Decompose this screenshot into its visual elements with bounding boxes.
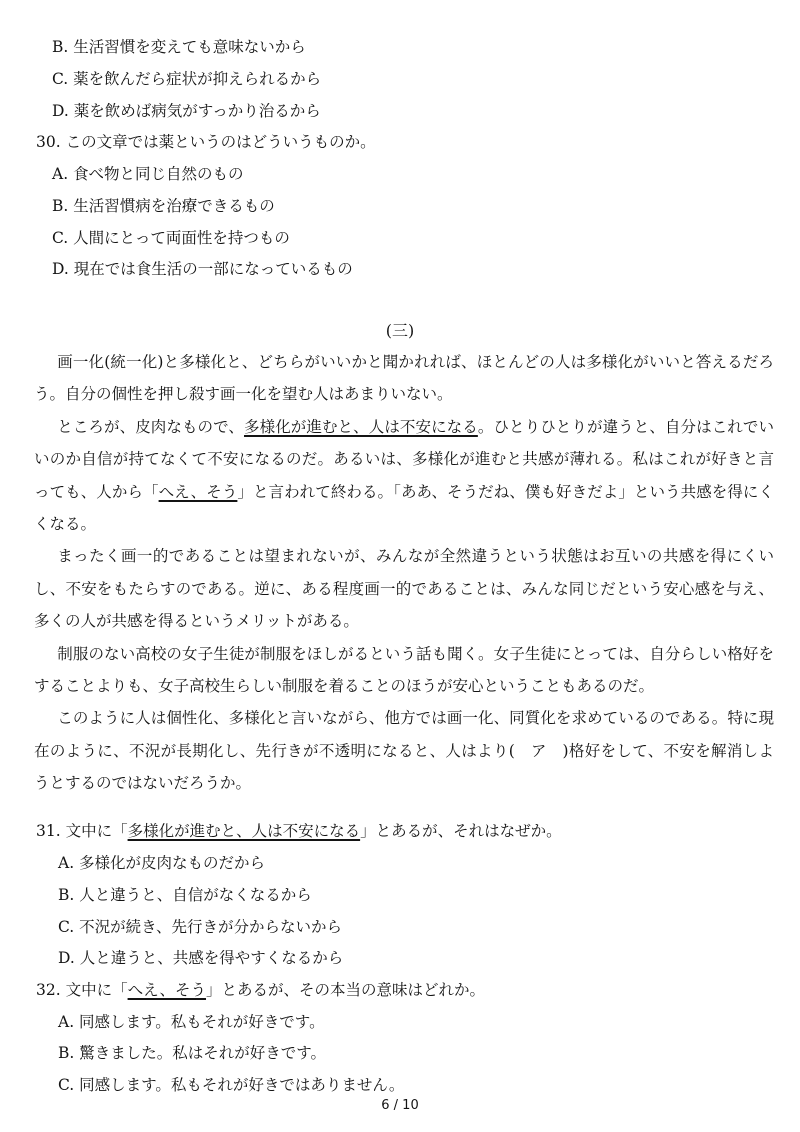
passage-text: 」と言われて終わる。「ああ、そうだね、僕も好きだよ」という共感を得にくくなる。 <box>34 482 774 534</box>
q31-stem-text: 31. 文中に「 <box>36 822 128 840</box>
underlined-phrase-1: 多様化が進むと、人は不安になる <box>244 417 478 436</box>
passage-paragraph-2 <box>34 411 774 541</box>
reading-passage <box>34 346 774 800</box>
q31-stem <box>36 820 562 842</box>
q31-underlined-quote: 多様化が進むと、人は不安になる <box>127 822 361 840</box>
q31-stem-text: 」とあるが、それはなぜか。 <box>360 822 562 840</box>
q32-option-a: A. 同感します。私もそれが好きです。 <box>58 1013 325 1031</box>
passage-text: ところが、皮肉なもので、 <box>57 417 245 436</box>
q30-stem: 30. この文章では薬というのはどういうものか。 <box>36 133 376 151</box>
q32-stem <box>36 979 485 1001</box>
q31-option-b: B. 人と違うと、自信がなくなるから <box>58 886 312 904</box>
q31-option-a: A. 多様化が皮肉なものだから <box>58 854 266 872</box>
q32-stem-text: 32. 文中に「 <box>36 981 128 999</box>
page-number: 6 / 10 <box>381 1098 419 1113</box>
passage-paragraph-4: 制服のない高校の女子生徒が制服をほしがるという話も聞く。女子生徒にとっては、自分らしい格好をすることよりも、女子高校生らしい制服を着ることのほうが安心ということもあるのだ。 <box>34 644 774 696</box>
q32-underlined-quote: へえ、そう <box>127 981 207 999</box>
passage-text: 。ひとりひとりが違うと、自分はこれでいいのか自信が持てなくて不安になるのだ。あるいは、多様化が進むと共感が薄れる。私はこれが好きと言っても、人から「 <box>34 417 774 501</box>
q31-option-c: C. 不況が続き、先行きが分からないから <box>58 918 343 936</box>
q31-option-d: D. 人と違うと、共感を得やすくなるから <box>58 949 344 967</box>
passage-paragraph-3: まったく画一的であることは望まれないが、みんなが全然違うという状態はお互いの共感を得にくいし、不安をもたらすのである。逆に、ある程度画一的であることは、みんな同じだという安心感を与え、多くの人が共感を得るというメリットがある。 <box>34 547 774 631</box>
q29-option-c: C. 薬を飲んだら症状が抑えられるから <box>52 70 322 88</box>
q32-option-b: B. 驚きました。私はそれが好きです。 <box>58 1044 327 1062</box>
passage-paragraph-5: このように人は個性化、多様化と言いながら、他方では画一化、同質化を求めているのである。特に現在のように、不況が長期化し、先行きが不透明になると、人はより( ア )格好をして、不安を解消しようとするのではないだろうか。 <box>34 709 774 793</box>
q30-option-b: B. 生活習慣病を治療できるもの <box>52 197 275 215</box>
q30-option-a: A. 食べ物と同じ自然のもの <box>52 165 244 183</box>
section-title: (三) <box>385 321 415 340</box>
q32-stem-text: 」とあるが、その本当の意味はどれか。 <box>206 981 486 999</box>
q29-option-b: B. 生活習慣を変えても意味ないから <box>52 38 306 56</box>
q32-option-c: C. 同感します。私もそれが好きではありません。 <box>58 1076 405 1094</box>
q29-option-d: D. 薬を飲めば病気がすっかり治るから <box>52 102 321 120</box>
q30-option-d: D. 現在では食生活の一部になっているもの <box>52 260 353 278</box>
underlined-phrase-2: へえ、そう <box>158 482 238 501</box>
q30-option-c: C. 人間にとって両面性を持つもの <box>52 229 290 247</box>
passage-paragraph-1: 画一化(統一化)と多様化と、どちらがいいかと聞かれれば、ほとんどの人は多様化がいいと答えるだろう。自分の個性を押し殺す画一化を望む人はあまりいない。 <box>34 353 774 404</box>
